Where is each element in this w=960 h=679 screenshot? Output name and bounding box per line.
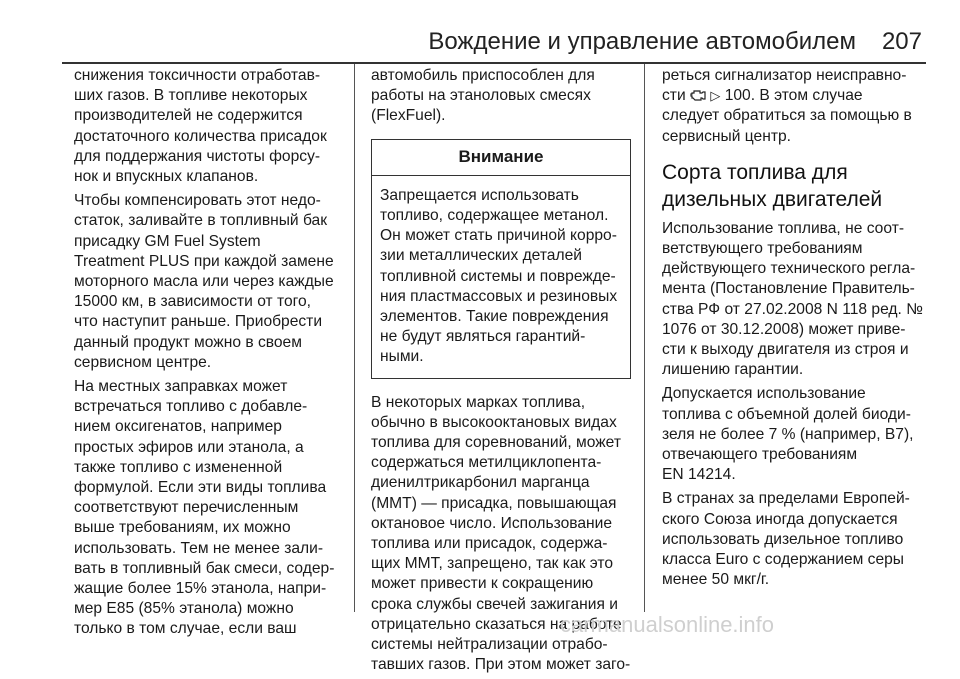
text-line: сти — [662, 87, 686, 105]
paragraph: Допускается использование топлива с объемной долей биоди- зеля не более 7 % (например, B7), отвечающего требованиям EN 14214. — [662, 385, 914, 484]
column-2 — [371, 66, 633, 679]
text-line: следует обратиться за помощью в сервисный центр. — [662, 107, 912, 145]
paragraph: Использование топлива, не соот- ветствующего требованиям действующего технического регла- мента (Постановление Правитель- ства РФ от 27.02.2008 N 118 ред. № 1076 от 30.12.2008) может приве- сти к выходу двигателя из строя и лишению гарантии. — [662, 219, 923, 379]
paragraph: Чтобы компенсировать этот недо- статок, заливайте в топливный бак присадку GM Fuel System Treatment PLUS при каждой замене моторного масла или через каждые 15000 км, в зависимости от того, что наступит раньше. Приобрести данный продукт можно в своем сервисном центре. — [74, 192, 334, 371]
text-line: 100. В этом случае — [724, 87, 863, 105]
warning-body: Запрещается использовать топливо, содержащее метанол. Он может стать причиной корро- зии металлических деталей топливной системы и поврежде- ния пластмассовых и резиновых элементов. Такие повреждения не будут являться гарантий- ными. — [380, 186, 618, 366]
paragraph — [662, 66, 930, 147]
paragraph: снижения токсичности отработав- ших газов. В топливе некоторых производителей не содержится достаточного количества присадок для поддержания чистоты форсу- нок и впускных клапанов. — [74, 67, 327, 186]
reference-arrow-icon: ▷ — [710, 88, 721, 104]
paragraph: На местных заправках может встречаться топливо с добавле- нием оксигенатов, например простых эфиров или этанола, а также топливо с измененной формулой. Если эти виды топлива соответствуют перечисленным выше требованиям, их можно использовать. Тем не менее зали- вать в топливный бак смеси, содер- жащие более 15% этанола, напри- мер E85 (85% этанола) можно только в том случае, если ваш — [74, 378, 335, 638]
warning-box — [371, 139, 631, 379]
column-1 — [74, 66, 344, 644]
warning-title: Внимание — [372, 140, 630, 176]
page-title: Вождение и управление автомобилем — [428, 28, 856, 55]
text-line: реться сигнализатор неисправно- — [662, 67, 907, 84]
paragraph: В странах за пределами Европей- ского Союза иногда допускается использовать дизельное топливо класса Euro с содержанием серы менее 50 мкг/г. — [662, 490, 910, 589]
section-heading: Сорта топлива для дизельных двигателей — [662, 160, 883, 211]
paragraph: В некоторых марках топлива, обычно в высокооктановых видах топлива для соревнований, может содержаться метилциклопента- диенилтрикарбонил марганца (MMT) — присадка, повышающая октановое число. Использование топлива или присадок, содержа- щих MMT, запрещено, так как это может привести к сокращению срока службы свечей зажигания и отрицательно сказаться на работе системы нейтрализации отрабо- тавших газов. При этом может заго- — [371, 393, 631, 674]
engine-warning-icon — [690, 89, 706, 101]
column-divider — [354, 64, 355, 612]
column-3 — [662, 66, 930, 594]
page-header — [62, 22, 926, 64]
watermark: carmanualsonline.info — [560, 612, 775, 637]
paragraph: автомобиль приспособлен для работы на этаноловых смесях (FlexFuel). — [371, 67, 595, 125]
column-divider — [644, 64, 645, 612]
page-number: 207 — [881, 28, 922, 55]
